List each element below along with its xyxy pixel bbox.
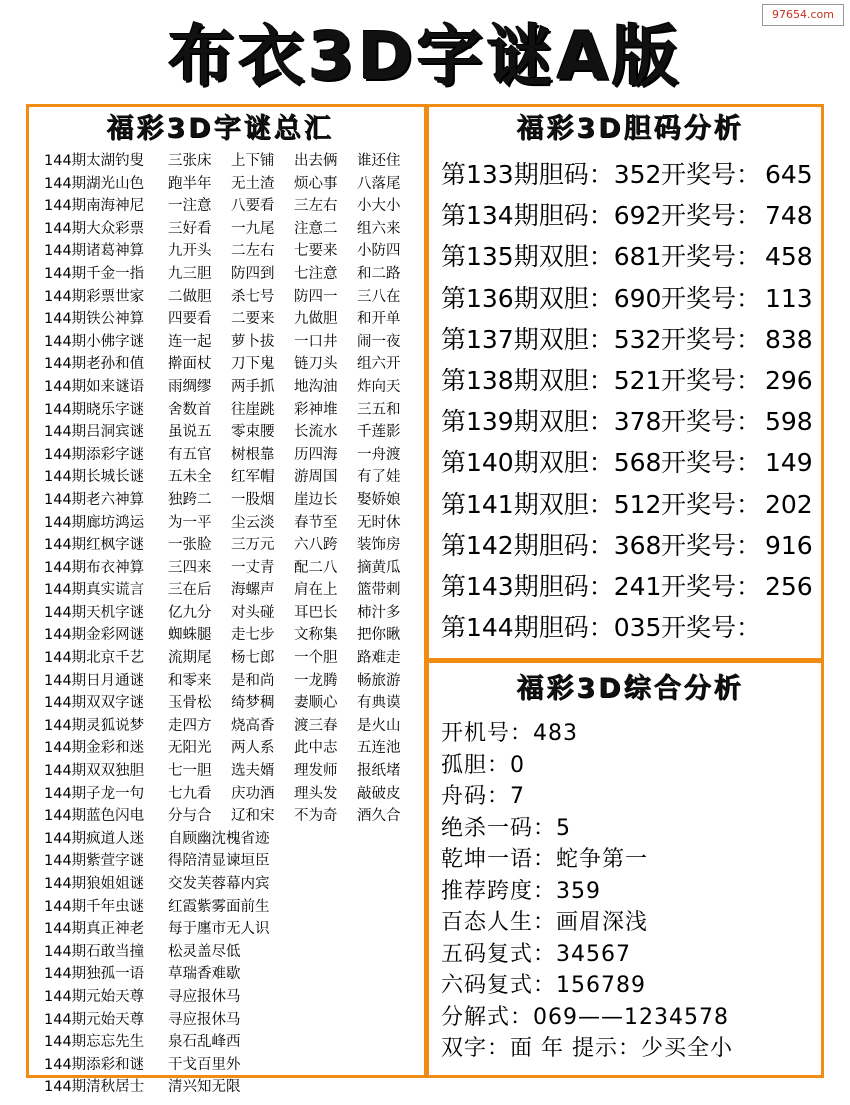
- riddle-clue: 篮带刺: [357, 582, 401, 599]
- watermark-badge: 97654.com: [762, 4, 844, 26]
- riddle-clue: 柿汁多: [357, 604, 401, 621]
- riddle-clue: 无土渣: [231, 175, 275, 192]
- riddle-clue: 配二八: [294, 559, 338, 576]
- riddle-row: [44, 173, 424, 196]
- summary-row: 六码复式：156789: [441, 973, 646, 998]
- riddle-period-name: 144期太湖钓叟: [44, 153, 145, 169]
- riddle-period-name: 144期添彩和谜: [44, 1056, 145, 1073]
- draw-label: 开奖号：: [661, 283, 762, 313]
- riddle-period-name: 144期双双独胆: [44, 763, 145, 780]
- riddle-period-name: 144期日月通谜: [44, 672, 145, 689]
- riddle-clue: 自顾幽沈槐省迹: [168, 830, 270, 847]
- riddle-clue: 报纸堵: [357, 763, 401, 780]
- riddle-clue: 长流水: [294, 424, 338, 441]
- danma-row: [441, 484, 821, 525]
- riddle-clue: 谁还住: [357, 153, 401, 169]
- draw-label: 开奖号：: [661, 160, 762, 189]
- riddle-period-name: 144期真正神老: [44, 921, 145, 938]
- riddle-period-name: 144期子龙一句: [44, 785, 145, 802]
- riddle-clue: 尘云淡: [231, 514, 275, 531]
- riddle-row: [44, 602, 424, 625]
- riddle-clue: 对头碰: [231, 604, 275, 621]
- riddle-row: [44, 421, 424, 444]
- riddle-clue: 理发师: [294, 763, 338, 780]
- riddle-clue: 耳巴长: [294, 604, 338, 621]
- danma-label: 第134期胆码：692: [441, 201, 662, 231]
- riddle-clue: 庆功酒: [231, 785, 275, 802]
- riddle-clue: 四要看: [168, 311, 212, 328]
- riddle-row: [44, 805, 424, 828]
- riddle-row: [44, 1009, 424, 1032]
- riddle-clue: 小防四: [357, 243, 401, 260]
- riddle-period-name: 144期添彩字谜: [44, 446, 145, 463]
- riddle-clue: 清兴知无限: [168, 1079, 241, 1096]
- riddle-clue: 七九看: [168, 785, 212, 802]
- riddle-row: [44, 647, 424, 670]
- riddle-clue: 三在后: [168, 582, 212, 599]
- riddle-clue: 蜘蛛腿: [168, 627, 212, 644]
- summary-row: 开机号：483: [441, 721, 578, 746]
- riddle-clue: 松灵盖尽低: [168, 943, 241, 960]
- riddle-clue: 一注意: [168, 198, 212, 215]
- riddle-period-name: 144期清秋居士: [44, 1079, 145, 1096]
- riddle-clue: 红霞紫雾面前生: [168, 898, 270, 915]
- riddle-clue: 出去俩: [294, 153, 338, 169]
- danma-label: 第135期双胆：681: [441, 242, 662, 272]
- riddle-clue: 两手抓: [231, 378, 275, 395]
- summary-row: 乾坤一语：蛇争第一: [441, 847, 649, 872]
- riddle-period-name: 144期元始天尊: [44, 1011, 145, 1028]
- riddle-clue: 小大小: [357, 198, 401, 215]
- riddle-period-name: 144期彩票世家: [44, 288, 145, 305]
- riddle-clue: 三五和: [357, 401, 401, 418]
- draw-number: 748: [765, 201, 813, 231]
- riddle-row: [44, 1054, 424, 1077]
- riddle-period-name: 144期元始天尊: [44, 988, 145, 1005]
- riddle-clue: 萝卜拔: [231, 333, 275, 350]
- danma-row: [441, 360, 821, 401]
- riddle-row: [44, 828, 424, 851]
- riddle-clue: 妻顺心: [294, 695, 338, 712]
- draw-label: 开奖号：: [661, 613, 762, 643]
- riddle-clue: 树根靠: [231, 446, 275, 463]
- riddle-clue: 有典谟: [357, 695, 401, 712]
- riddle-period-name: 144期老孙和值: [44, 356, 145, 373]
- riddle-row: [44, 218, 424, 241]
- riddle-row: [44, 286, 424, 309]
- riddle-clue: 辽和宋: [231, 808, 275, 825]
- draw-number: 916: [765, 530, 813, 560]
- riddle-clue: 畅旅游: [357, 672, 401, 689]
- riddle-period-name: 144期红枫字谜: [44, 537, 145, 554]
- riddle-clue: 独跨二: [168, 491, 212, 508]
- draw-label: 开奖号：: [661, 571, 762, 601]
- riddle-clue: 走七步: [231, 627, 275, 644]
- riddle-clue: 一舟渡: [357, 446, 401, 463]
- riddle-clue: 娶娇娘: [357, 491, 401, 508]
- riddle-clue: 七一胆: [168, 763, 212, 780]
- draw-label: 开奖号：: [661, 448, 762, 478]
- riddle-clue: 九开头: [168, 243, 212, 260]
- riddle-row: [44, 760, 424, 783]
- danma-row: [441, 319, 821, 360]
- riddle-row: [44, 557, 424, 580]
- danma-row: [441, 154, 821, 195]
- riddle-period-name: 144期独孤一语: [44, 966, 145, 983]
- draw-number: 256: [765, 571, 813, 601]
- riddle-clue: 二要来: [231, 311, 275, 328]
- danma-row: [441, 525, 821, 566]
- riddle-clue: 注意二: [294, 220, 338, 237]
- summary-row: 舟码：7: [441, 784, 525, 809]
- danma-label: 第139期双胆：378: [441, 407, 662, 437]
- riddle-clue: 海螺声: [231, 582, 275, 599]
- riddle-row: [44, 308, 424, 331]
- riddle-row: [44, 783, 424, 806]
- riddle-clue: 一股烟: [231, 491, 275, 508]
- riddle-clue: 草瑞香难歇: [168, 966, 241, 983]
- riddle-clue: 连一起: [168, 333, 212, 350]
- riddle-row: [44, 489, 424, 512]
- riddle-row: [44, 399, 424, 422]
- riddle-clue: 为一平: [168, 514, 212, 531]
- riddle-period-name: 144期长城长谜: [44, 469, 145, 486]
- riddle-period-name: 144期铁公神算: [44, 311, 145, 328]
- riddle-period-name: 144期南海神尼: [44, 198, 145, 215]
- riddle-clue: 交发芙蓉幕内宾: [168, 876, 270, 892]
- draw-number: [765, 607, 819, 648]
- riddle-row: [44, 1076, 424, 1099]
- riddle-row: [44, 737, 424, 760]
- danma-row: [441, 195, 821, 236]
- danma-label: 第136期双胆：690: [441, 283, 662, 313]
- riddle-clue: 零束腰: [231, 424, 275, 441]
- summary-section-title: 福彩3D综合分析: [516, 673, 744, 704]
- summary-row: 分解式：069——1234578: [441, 1004, 729, 1030]
- riddle-clue: 杀七号: [231, 288, 275, 305]
- riddle-clue: 渡三春: [294, 717, 338, 734]
- riddle-period-name: 144期老六神算: [44, 491, 145, 508]
- riddle-clue: 敲破皮: [357, 785, 401, 802]
- riddle-clue: 杨七郎: [231, 650, 275, 667]
- riddle-clue: 虽说五: [168, 424, 212, 441]
- danma-row: [441, 401, 821, 442]
- riddle-row: [44, 331, 424, 354]
- riddle-row: [44, 850, 424, 873]
- summary-row: 孤胆：0: [441, 752, 525, 778]
- riddle-clue: 一龙腾: [294, 672, 338, 689]
- riddle-row: [44, 1031, 424, 1054]
- danma-label: 第137期双胆：532: [441, 324, 662, 354]
- draw-number: 598: [765, 407, 813, 437]
- riddle-period-name: 144期布衣神算: [44, 559, 145, 576]
- danma-label: 第141期双胆：512: [441, 489, 662, 519]
- riddle-clue: 和零来: [168, 672, 212, 689]
- riddle-clue: 擀面杖: [168, 356, 212, 373]
- danma-section-title: 福彩3D胆码分析: [516, 113, 744, 144]
- riddle-clue: 文称集: [294, 627, 338, 644]
- danma-row: [441, 236, 821, 277]
- riddle-clue: 二做胆: [168, 288, 212, 305]
- riddle-clue: 装饰房: [357, 537, 401, 554]
- summary-row: 绝杀一码：5: [441, 815, 571, 841]
- riddle-clue: 防四到: [231, 265, 275, 282]
- riddle-period-name: 144期蓝色闪电: [44, 808, 145, 825]
- riddle-clue: 分与合: [168, 808, 212, 825]
- riddle-row: [44, 534, 424, 557]
- riddle-period-name: 144期诸葛神算: [44, 243, 145, 260]
- riddle-period-name: 144期疯道人迷: [44, 830, 145, 847]
- riddle-clue: 上下铺: [231, 153, 275, 169]
- riddle-clue: 一张脸: [168, 537, 212, 554]
- riddle-clue: 绮梦稠: [231, 695, 275, 712]
- riddle-clue: 无时休: [357, 514, 401, 531]
- danma-row: [441, 566, 821, 607]
- riddle-clue: 八要看: [231, 198, 275, 215]
- riddle-clue: 摘黄瓜: [357, 559, 401, 576]
- riddle-clue: 组六开: [357, 356, 401, 373]
- riddle-period-name: 144期紫萱字谜: [44, 853, 145, 870]
- draw-label: 开奖号：: [661, 324, 762, 354]
- riddle-row: [44, 579, 424, 602]
- draw-label: 开奖号：: [661, 242, 762, 272]
- summary-row: 五码复式：34567: [441, 941, 631, 967]
- riddle-clue: 炸向天: [357, 378, 401, 395]
- riddle-clue: 七注意: [294, 265, 338, 282]
- riddle-clue: 烧高香: [231, 717, 275, 734]
- danma-label: 第140期双胆：568: [441, 448, 662, 478]
- riddle-clue: 理头发: [294, 785, 338, 802]
- riddle-clue: 流期尾: [168, 650, 212, 667]
- riddle-clue: 无阳光: [168, 740, 212, 757]
- draw-label: 开奖号：: [661, 407, 762, 437]
- riddle-clue: 肩在上: [294, 582, 338, 599]
- riddle-list: [44, 150, 424, 1099]
- riddle-clue: 一口井: [294, 333, 338, 350]
- riddle-clue: 防四一: [294, 288, 338, 305]
- danma-label: 第144期胆码：035: [441, 613, 662, 643]
- riddle-clue: 历四海: [294, 446, 338, 463]
- riddle-clue: 九三胆: [168, 265, 212, 282]
- page-title: 布衣3D字谜A版: [168, 18, 682, 95]
- riddle-clue: 此中志: [294, 740, 338, 757]
- riddle-clue: 寻应报休马: [168, 988, 241, 1005]
- riddle-clue: 不为奇: [294, 808, 338, 825]
- danma-list: [441, 154, 821, 648]
- riddle-clue: 雨绸缪: [168, 378, 212, 395]
- riddle-period-name: 144期金彩网谜: [44, 627, 145, 644]
- riddle-period-name: 144期千金一指: [44, 265, 145, 282]
- riddle-row: [44, 918, 424, 941]
- riddle-clue: 走四方: [168, 717, 212, 734]
- riddle-clue: 和开单: [357, 311, 401, 328]
- danma-label: 第133期胆码：352: [441, 160, 662, 189]
- riddle-row: [44, 240, 424, 263]
- riddle-row: [44, 263, 424, 286]
- riddle-clue: 游周国: [294, 469, 338, 486]
- riddle-clue: 三好看: [168, 220, 212, 237]
- danma-row: [441, 607, 821, 648]
- riddle-clue: 三八在: [357, 288, 401, 305]
- draw-number: 113: [765, 283, 813, 313]
- draw-label: 开奖号：: [661, 489, 762, 519]
- riddle-period-name: 144期金彩和迷: [44, 740, 145, 757]
- danma-row: [441, 442, 821, 483]
- riddle-clue: 跑半年: [168, 175, 212, 192]
- riddle-clue: 地沟油: [294, 378, 338, 395]
- riddle-period-name: 144期天机字谜: [44, 604, 145, 621]
- riddle-clue: 有了娃: [357, 469, 401, 486]
- riddle-row: [44, 941, 424, 964]
- riddle-row: [44, 873, 424, 896]
- draw-label: 开奖号：: [661, 530, 762, 560]
- riddle-clue: 五未全: [168, 469, 212, 486]
- riddle-clue: 路难走: [357, 650, 401, 667]
- draw-label: 开奖号：: [661, 201, 762, 231]
- riddle-clue: 选夫婿: [231, 763, 275, 780]
- riddle-row: [44, 692, 424, 715]
- draw-number: 149: [765, 448, 813, 478]
- summary-row: 百态人生：画眉深浅: [441, 910, 649, 935]
- riddle-row: [44, 512, 424, 535]
- riddle-row: [44, 376, 424, 399]
- riddle-period-name: 144期大众彩票: [44, 220, 145, 237]
- riddle-clue: 刀下鬼: [231, 356, 275, 373]
- riddle-row: [44, 624, 424, 647]
- danma-label: 第142期胆码：368: [441, 530, 662, 560]
- riddle-section-title: 福彩3D字谜总汇: [106, 113, 334, 144]
- summary-list: [441, 718, 821, 1065]
- riddle-clue: 把你瞅: [357, 627, 401, 644]
- riddle-period-name: 144期晓乐字谜: [44, 401, 145, 418]
- riddle-clue: 一丈青: [231, 559, 275, 576]
- riddle-clue: 六八跨: [294, 537, 338, 554]
- riddle-row: [44, 466, 424, 489]
- draw-number: 838: [765, 324, 813, 354]
- danma-label: 第143期胆码：241: [441, 571, 662, 601]
- riddle-clue: 闹一夜: [357, 333, 401, 350]
- riddle-period-name: 144期真实谎言: [44, 582, 145, 599]
- summary-row: 推荐跨度：359: [441, 878, 601, 904]
- riddle-clue: 得陪清显谏垣臣: [168, 853, 270, 870]
- riddle-clue: 三万元: [231, 537, 275, 554]
- danma-row: [441, 278, 821, 319]
- draw-label: 开奖号：: [661, 365, 762, 395]
- riddle-row: [44, 986, 424, 1009]
- riddle-clue: 亿九分: [168, 604, 212, 621]
- riddle-clue: 往崖跳: [231, 401, 275, 418]
- draw-number: 645: [765, 160, 813, 189]
- riddle-period-name: 144期小佛字谜: [44, 333, 145, 350]
- riddle-clue: 酒久合: [357, 808, 401, 825]
- riddle-clue: 寻应报休马: [168, 1011, 241, 1028]
- riddle-clue: 有五官: [168, 446, 212, 463]
- riddle-clue: 干戈百里外: [168, 1056, 241, 1073]
- riddle-clue: 是火山: [357, 717, 401, 734]
- riddle-clue: 玉骨松: [168, 695, 212, 712]
- riddle-clue: 两人系: [231, 740, 275, 757]
- riddle-clue: 一九尾: [231, 220, 275, 237]
- riddle-clue: 五连池: [357, 740, 401, 757]
- danma-label: 第138期双胆：521: [441, 365, 662, 395]
- riddle-clue: 舍数首: [168, 401, 212, 418]
- riddle-clue: 三左右: [294, 198, 338, 215]
- riddle-period-name: 144期吕洞宾谜: [44, 424, 145, 441]
- riddle-period-name: 144期千年虫谜: [44, 898, 145, 915]
- riddle-clue: 烦心事: [294, 175, 338, 192]
- riddle-period-name: 144期灵狐说梦: [44, 717, 145, 734]
- riddle-clue: 和二路: [357, 265, 401, 282]
- riddle-clue: 八落尾: [357, 175, 401, 192]
- riddle-period-name: 144期双双字谜: [44, 695, 145, 712]
- riddle-period-name: 144期湖光山色: [44, 175, 145, 192]
- draw-number: 296: [765, 365, 813, 395]
- riddle-row: [44, 353, 424, 376]
- riddle-clue: 崖边长: [294, 491, 338, 508]
- riddle-period-name: 144期石敢当撞: [44, 943, 145, 960]
- riddle-clue: 二左右: [231, 243, 275, 260]
- riddle-period-name: 144期廊坊鸿运: [44, 514, 145, 531]
- summary-row: 双字：面 年 提示：少买全小: [441, 1036, 733, 1061]
- riddle-clue: 三张床: [168, 153, 212, 169]
- riddle-period-name: 144期忘忘先生: [44, 1034, 145, 1051]
- draw-number: 202: [765, 489, 813, 519]
- riddle-clue: 链刀头: [294, 356, 338, 373]
- riddle-clue: 彩神堆: [294, 401, 338, 418]
- riddle-period-name: 144期如来谜语: [44, 378, 145, 395]
- riddle-row: [44, 444, 424, 467]
- riddle-row: [44, 896, 424, 919]
- riddle-row: [44, 715, 424, 738]
- riddle-clue: 是和尚: [231, 672, 275, 689]
- column-divider: [424, 104, 429, 1078]
- riddle-clue: 七要来: [294, 243, 338, 260]
- riddle-clue: 红军帽: [231, 469, 275, 486]
- riddle-clue: 千莲影: [357, 424, 401, 441]
- riddle-row: [44, 670, 424, 693]
- riddle-clue: 泉石乱峰西: [168, 1034, 241, 1051]
- riddle-row: [44, 195, 424, 218]
- riddle-clue: 组六来: [357, 220, 401, 237]
- draw-number: 458: [765, 242, 813, 272]
- riddle-clue: 春节至: [294, 514, 338, 531]
- riddle-row: [44, 150, 424, 173]
- riddle-row: [44, 963, 424, 986]
- riddle-period-name: 144期狼姐姐谜: [44, 876, 145, 892]
- riddle-clue: 三四来: [168, 559, 212, 576]
- riddle-clue: 每于廛市无人识: [168, 921, 270, 938]
- riddle-period-name: 144期北京千艺: [44, 650, 145, 667]
- right-section-divider: [424, 658, 824, 663]
- riddle-clue: 九做胆: [294, 311, 338, 328]
- riddle-clue: 一个胆: [294, 650, 338, 667]
